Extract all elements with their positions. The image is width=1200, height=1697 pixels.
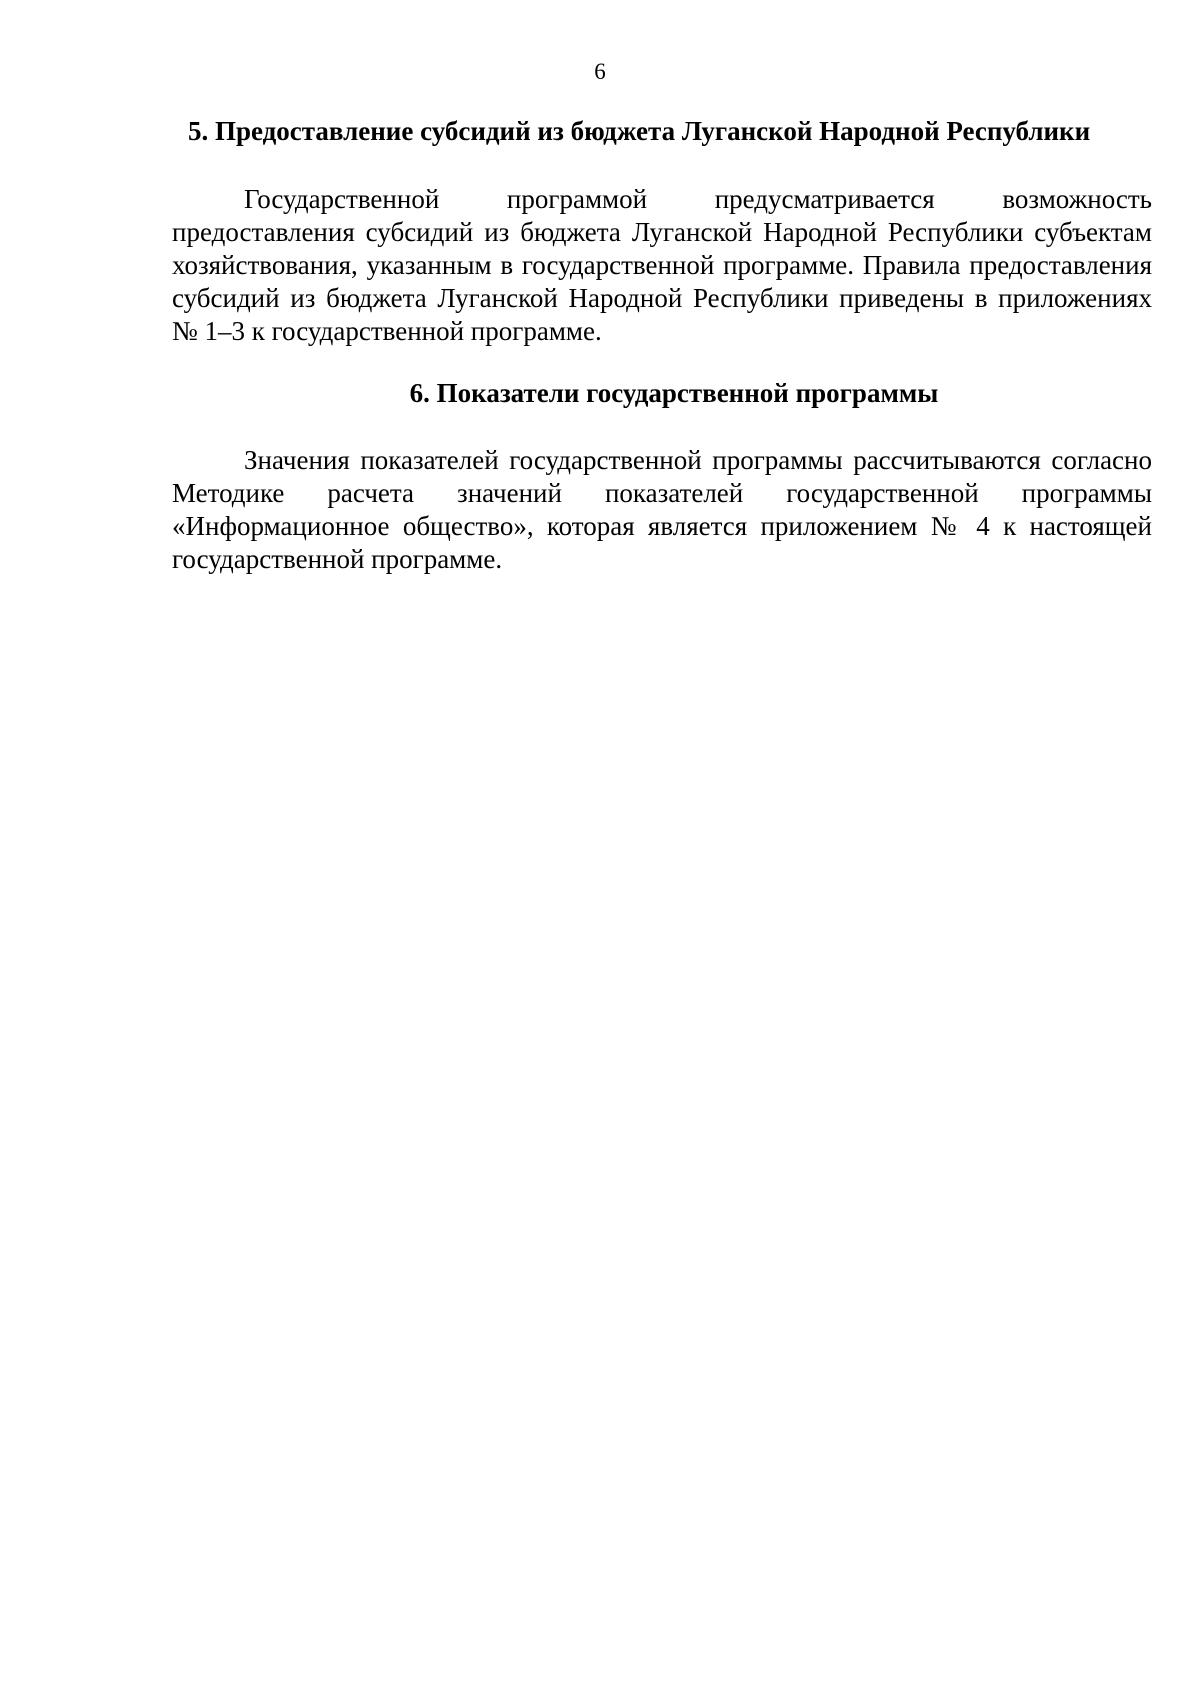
section-heading: 5. Предоставление субсидий из бюджета Луганской Народной Республики	[188, 116, 1091, 146]
section-heading: 6. Показатели государственной программы	[409, 378, 939, 408]
page-number: 6	[594, 59, 606, 84]
section-subsidies	[172, 114, 1152, 348]
section-indicators	[172, 376, 1152, 576]
section-paragraph: Значения показателей государственной программы рассчитываются согласно Методике расчета значений показателей государственной программы «Информационное общество», которая является приложением № 4 к настоящей государственной программе.	[172, 445, 1152, 574]
section-paragraph: Государственной программой предусматривается возможность предоставления субсидий из бюджета Луганской Народной Республики субъектам хозяйствования, указанным в государственной программе. Правила предоставления субсидий из бюджета Луганской Народной Республики приведены в приложениях № 1–3 к государственной программе.	[172, 184, 1152, 346]
